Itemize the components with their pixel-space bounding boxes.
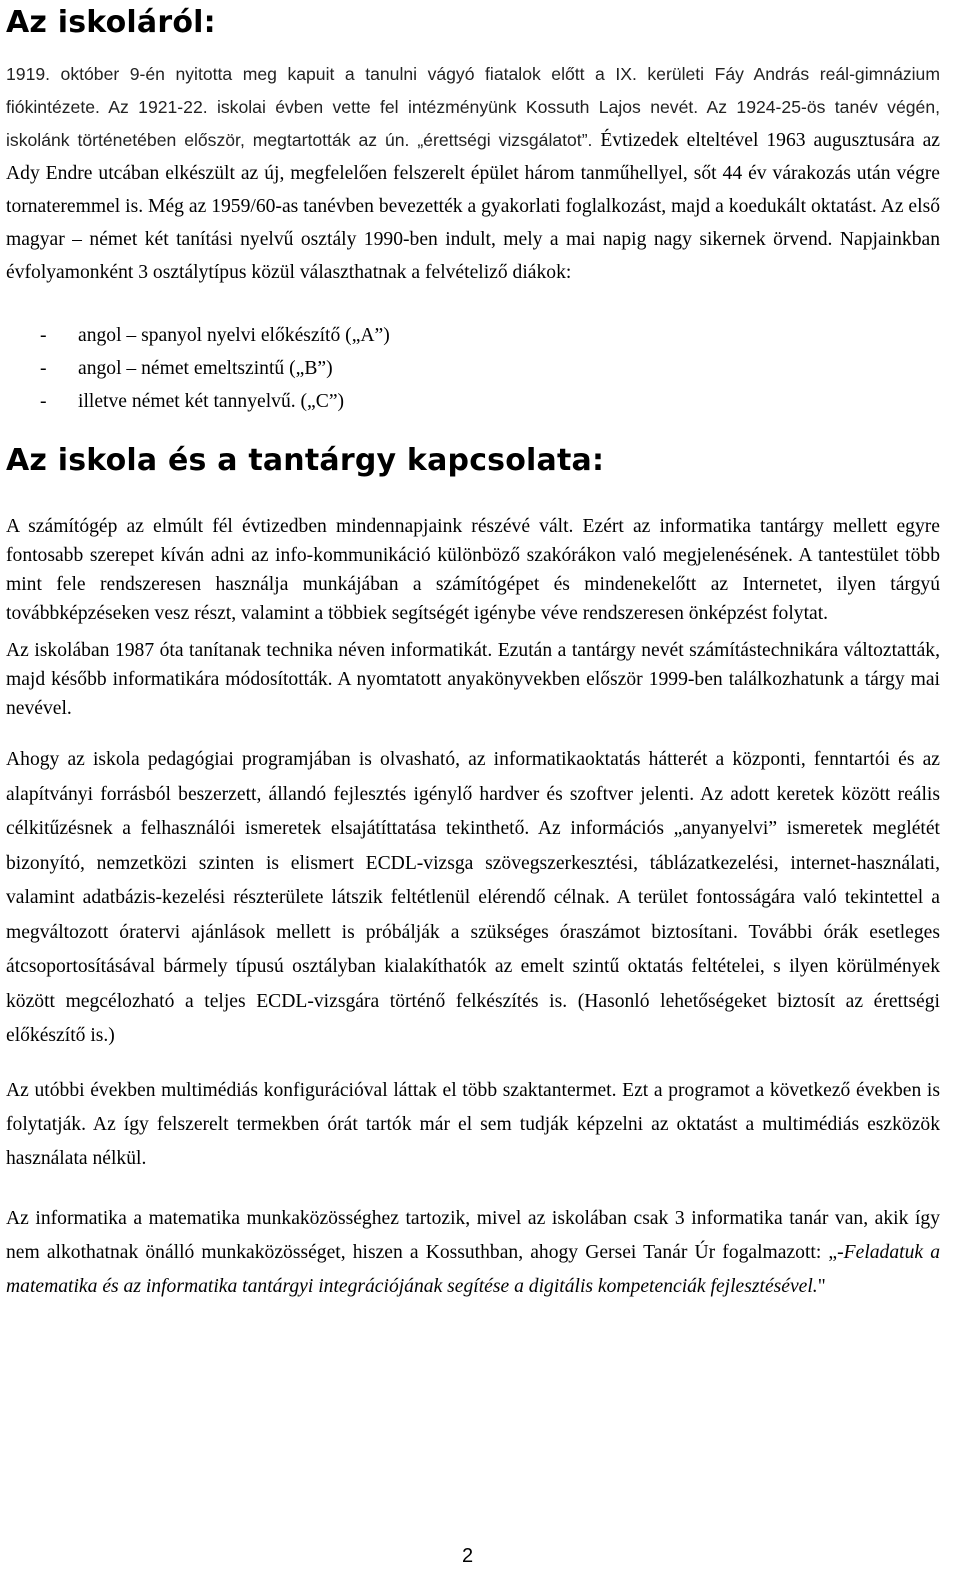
section-heading-school: Az iskoláról: [6,5,216,40]
workgroup-paragraph: Az informatika a matematika munkaközösséghez tartozik, mivel az iskolában csak 3 informatika tanár van, akik így nem alkothatnak önálló munkaközösséget, hiszen a Kossuthban, ahogy Gersei Tanár Úr fogalmazott: „-Feladatuk a matematika és az informatika tantárgyi integrációjának segítése a digitális kompetenciák fejlesztésével." [6,1207,940,1297]
history-continued-text: Évtizedek elteltével 1963 augusztusára az Ady Endre utcában elkészült az új, megfelelően felszerelt épület három tanműhellyel, sőt 44 év várakozás után végre tornateremmel is. Még az 1959/60-as tanévben bevezették a gyakorlati foglalkozást, majd a koedukált oktatást. Az első magyar – német két tanítási nyelvű osztály 1990-ben indult, mely a mai napig nagy sikernek örvend. Napjainkban évfolyamonként 3 osztálytípus közül választhatnak a felvételiző diákok: [6,130,940,283]
page-number: 2 [462,1545,474,1567]
list-item: - angol – német emeltszintű („B”) [40,358,333,379]
history-of-subject-paragraph: Az iskolában 1987 óta tanítanak technika néven informatikát. Ezután a tantárgy nevét számítástechnikára változtatták, majd később informatikára módosították. A nyomtatott anyakönyvekben először 1999-ben találkozhatunk a tárgy mai nevével. [6,640,940,719]
computer-paragraph: A számítógép az elmúlt fél évtizedben mindennapjaink részévé vált. Ezért az informatika tantárgy mellett egyre fontosabb szerepet kíván adni az info-kommunikáció különböző szakórákon való megjelenésének. A tantestület több mint fele rendszeresen használja munkájában a számítógépet és mindenekelőtt az Internetet, ilyen tárgyú továbbképzéseken vesz részt, valamint a többiek segítségét igénybe véve rendszeresen önképzést folytat. [6,516,940,624]
multimedia-paragraph: Az utóbbi években multimédiás konfigurációval láttak el több szaktantermet. Ezt a programot a következő években is folytatják. Az így felszerelt termekben órát tartók már el sem tudják képzelni az oktatást a multimédiás eszközök használata nélkül. [6,1079,940,1169]
quote-text: -Feladatuk a matematika és az informatika tantárgyi integrációjának segítése a digitális kompetenciák fejlesztésével. [6,1241,940,1297]
list-item: - angol – spanyol nyelvi előkészítő („A”) [40,325,390,346]
list-item: - illetve német két tannyelvű. („C”) [40,391,345,412]
history-intro-text: 1919. október 9-én nyitotta meg kapuit a tanulni vágyó fiatalok előtt a IX. kerületi Fáy András reál-gimnázium fiókintézete. Az 1921-22. iskolai évben vette fel intézményünk Kossuth Lajos nevét. Az 1924-25-ös tanév végén, iskolánk történetében először, megtartották az ún. „érettségi vizsgálatot”. [6,64,940,150]
section-heading-subject: Az iskola és a tantárgy kapcsolata: [6,443,605,478]
school-history-paragraph [6,58,940,289]
document-page [6,0,940,1304]
class-type-list [6,319,940,418]
program-paragraph: Ahogy az iskola pedagógiai programjában is olvasható, az informatikaoktatás hátterét a központi, fenntartói és az alapítványi forrásból beszerzett, állandó fejlesztés igénylő hardver és szoftver jelenti. Az adott keretek között reális célkitűzésnek a felhasználói ismeretek elsajátíttatása tekinthető. Az információs „anyanyelvi” ismeretek meglétét bizonyító, nemzetközi szinten is elismert ECDL-vizsga szövegszerkesztési, táblázatkezelési, internet-használati, valamint adatbázis-kezelési részterülete látszik feltétlenül elérendő célnak. A terület fontosságára való tekintettel a megváltozott óratervi ajánlások mellett is próbálják a szükséges óraszámot biztosítani. További órák esetleges átcsoportosításával bármely típusú osztályban kialakíthatók az emelt szintű oktatás feltételei, s ilyen körülmények között megcélozható a teljes ECDL-vizsgára történő felkészítés is. (Hasonló lehetőségeket biztosít az érettségi előkészítő is.) [6,749,940,1046]
